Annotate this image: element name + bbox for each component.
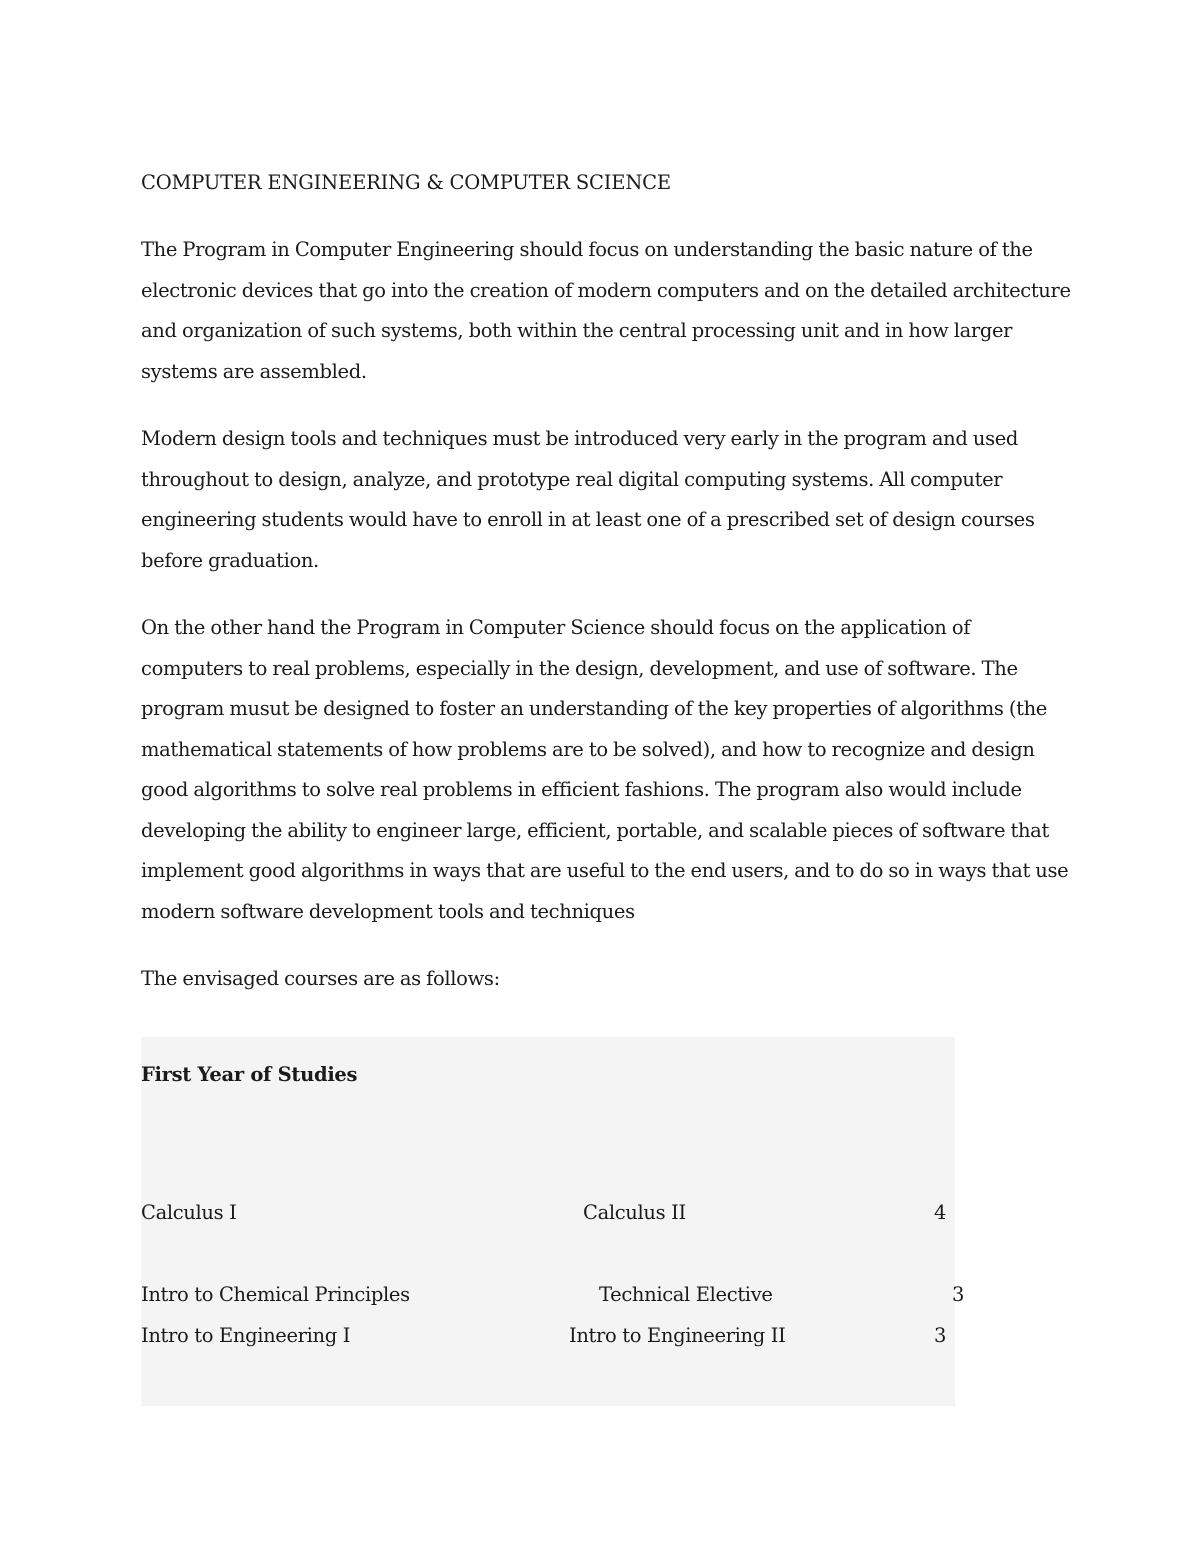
course-table: [141, 1037, 965, 1406]
course-credits: 3: [952, 1283, 965, 1306]
course-first-semester: Calculus I: [141, 1201, 237, 1224]
course-first-semester: Intro to Chemical Principles: [141, 1283, 410, 1306]
courses-intro-line: The envisaged courses are as follows:: [141, 967, 500, 990]
document-body: [141, 166, 1071, 1038]
course-credits: 4: [934, 1201, 947, 1224]
course-first-semester: Intro to Engineering I: [141, 1324, 351, 1347]
paragraph-computer-science: On the other hand the Program in Computer Science should focus on the application of computers to real problems, especially in the design, development, and use of software. The program musut be designed to foster an understanding of the key properties of algorithms (the mathematical statements of how problems are to be solved), and how to recognize and design good algorithms to solve real problems in efficient fashions. The program also would include developing the ability to engineer large, efficient, portable, and scalable pieces of software that implement good algorithms in ways that are useful to the end users, and to do so in ways that use modern software development tools and techniques: [141, 616, 1069, 923]
course-second-semester: Calculus II: [583, 1201, 686, 1224]
document-heading: COMPUTER ENGINEERING & COMPUTER SCIENCE: [141, 171, 671, 194]
course-second-semester: Technical Elective: [599, 1283, 773, 1306]
paragraph-design-tools: Modern design tools and techniques must be introduced very early in the program and used throughout to design, analyze, and prototype real digital computing systems. All computer engineering students would have to enroll in at least one of a prescribed set of design courses before graduation.: [141, 427, 1035, 572]
table-title: First Year of Studies: [141, 1063, 358, 1086]
course-credits: 3: [934, 1324, 947, 1347]
course-second-semester: Intro to Engineering II: [569, 1324, 786, 1347]
paragraph-computer-engineering: The Program in Computer Engineering should focus on understanding the basic nature of the electronic devices that go into the creation of modern computers and on the detailed architecture and organization of such systems, both within the central processing unit and in how larger systems are assembled.: [141, 238, 1071, 383]
